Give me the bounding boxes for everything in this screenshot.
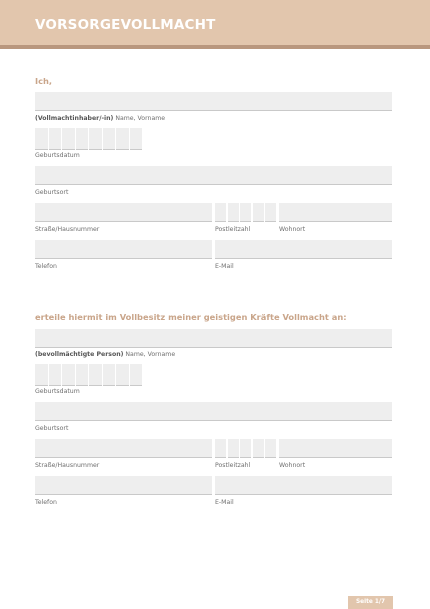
birthdate-year-digit-3[interactable] (116, 128, 129, 150)
birthdate-year-digit-4[interactable] (130, 364, 143, 386)
agent-street-field[interactable] (35, 439, 212, 458)
principal-birthplace-field[interactable] (35, 166, 392, 185)
zip-digit-5[interactable] (265, 439, 276, 458)
principal-name-label-rest: Name, Vorname (113, 115, 166, 122)
birthdate-year-digit-2[interactable] (103, 364, 116, 386)
page-title: VORSORGEVOLLMACHT (35, 17, 216, 33)
agent-zip-label: Postleitzahl (215, 462, 251, 469)
principal-phone-label: Telefon (35, 263, 57, 270)
principal-phone-field[interactable] (35, 240, 212, 259)
zip-digit-4[interactable] (253, 203, 264, 222)
zip-digit-3[interactable] (240, 203, 251, 222)
principal-street-label: Straße/Hausnummer (35, 226, 100, 233)
birthdate-day-digit-2[interactable] (49, 364, 62, 386)
birthdate-month-digit-1[interactable] (62, 128, 75, 150)
agent-email-field[interactable] (215, 476, 392, 495)
birthdate-month-digit-2[interactable] (76, 128, 89, 150)
principal-street-field[interactable] (35, 203, 212, 222)
principal-name-field[interactable] (35, 92, 392, 111)
birthdate-year-digit-3[interactable] (116, 364, 129, 386)
agent-name-label-bold: (bevollmächtigte Person) (35, 351, 124, 358)
page-number-badge: Seite 1/7 (348, 596, 393, 609)
birthdate-year-digit-1[interactable] (89, 364, 102, 386)
header-stripe (0, 45, 430, 49)
principal-birthdate-label: Geburtsdatum (35, 152, 80, 159)
principal-name-label (35, 115, 165, 122)
birthdate-year-digit-1[interactable] (89, 128, 102, 150)
principal-name-label-bold: (Vollmachtinhaber/-in) (35, 115, 114, 122)
birthdate-month-digit-1[interactable] (62, 364, 75, 386)
agent-birthplace-label: Geburtsort (35, 425, 69, 432)
agent-heading: erteile hiermit im Vollbesitz meiner geistigen Kräfte Vollmacht an: (35, 312, 347, 322)
agent-street-label: Straße/Hausnummer (35, 462, 100, 469)
agent-city-label: Wohnort (279, 462, 306, 469)
birthdate-day-digit-1[interactable] (35, 128, 48, 150)
agent-email-label: E-Mail (215, 499, 234, 506)
principal-email-field[interactable] (215, 240, 392, 259)
agent-birthplace-field[interactable] (35, 402, 392, 421)
principal-birthplace-label: Geburtsort (35, 189, 69, 196)
zip-digit-5[interactable] (265, 203, 276, 222)
birthdate-year-digit-4[interactable] (130, 128, 143, 150)
agent-birthdate-label: Geburtsdatum (35, 388, 80, 395)
birthdate-month-digit-2[interactable] (76, 364, 89, 386)
principal-zip-label: Postleitzahl (215, 226, 251, 233)
agent-name-label-rest: Name, Vorname (123, 351, 176, 358)
zip-digit-2[interactable] (228, 439, 239, 458)
birthdate-day-digit-2[interactable] (49, 128, 62, 150)
principal-heading: Ich, (35, 76, 53, 86)
agent-name-field[interactable] (35, 329, 392, 348)
zip-digit-4[interactable] (253, 439, 264, 458)
principal-city-label: Wohnort (279, 226, 306, 233)
zip-digit-1[interactable] (215, 203, 226, 222)
agent-city-field[interactable] (279, 439, 392, 458)
agent-phone-label: Telefon (35, 499, 57, 506)
zip-digit-3[interactable] (240, 439, 251, 458)
principal-city-field[interactable] (279, 203, 392, 222)
agent-phone-field[interactable] (35, 476, 212, 495)
agent-name-label (35, 351, 175, 358)
principal-email-label: E-Mail (215, 263, 234, 270)
zip-digit-2[interactable] (228, 203, 239, 222)
birthdate-year-digit-2[interactable] (103, 128, 116, 150)
birthdate-day-digit-1[interactable] (35, 364, 48, 386)
zip-digit-1[interactable] (215, 439, 226, 458)
